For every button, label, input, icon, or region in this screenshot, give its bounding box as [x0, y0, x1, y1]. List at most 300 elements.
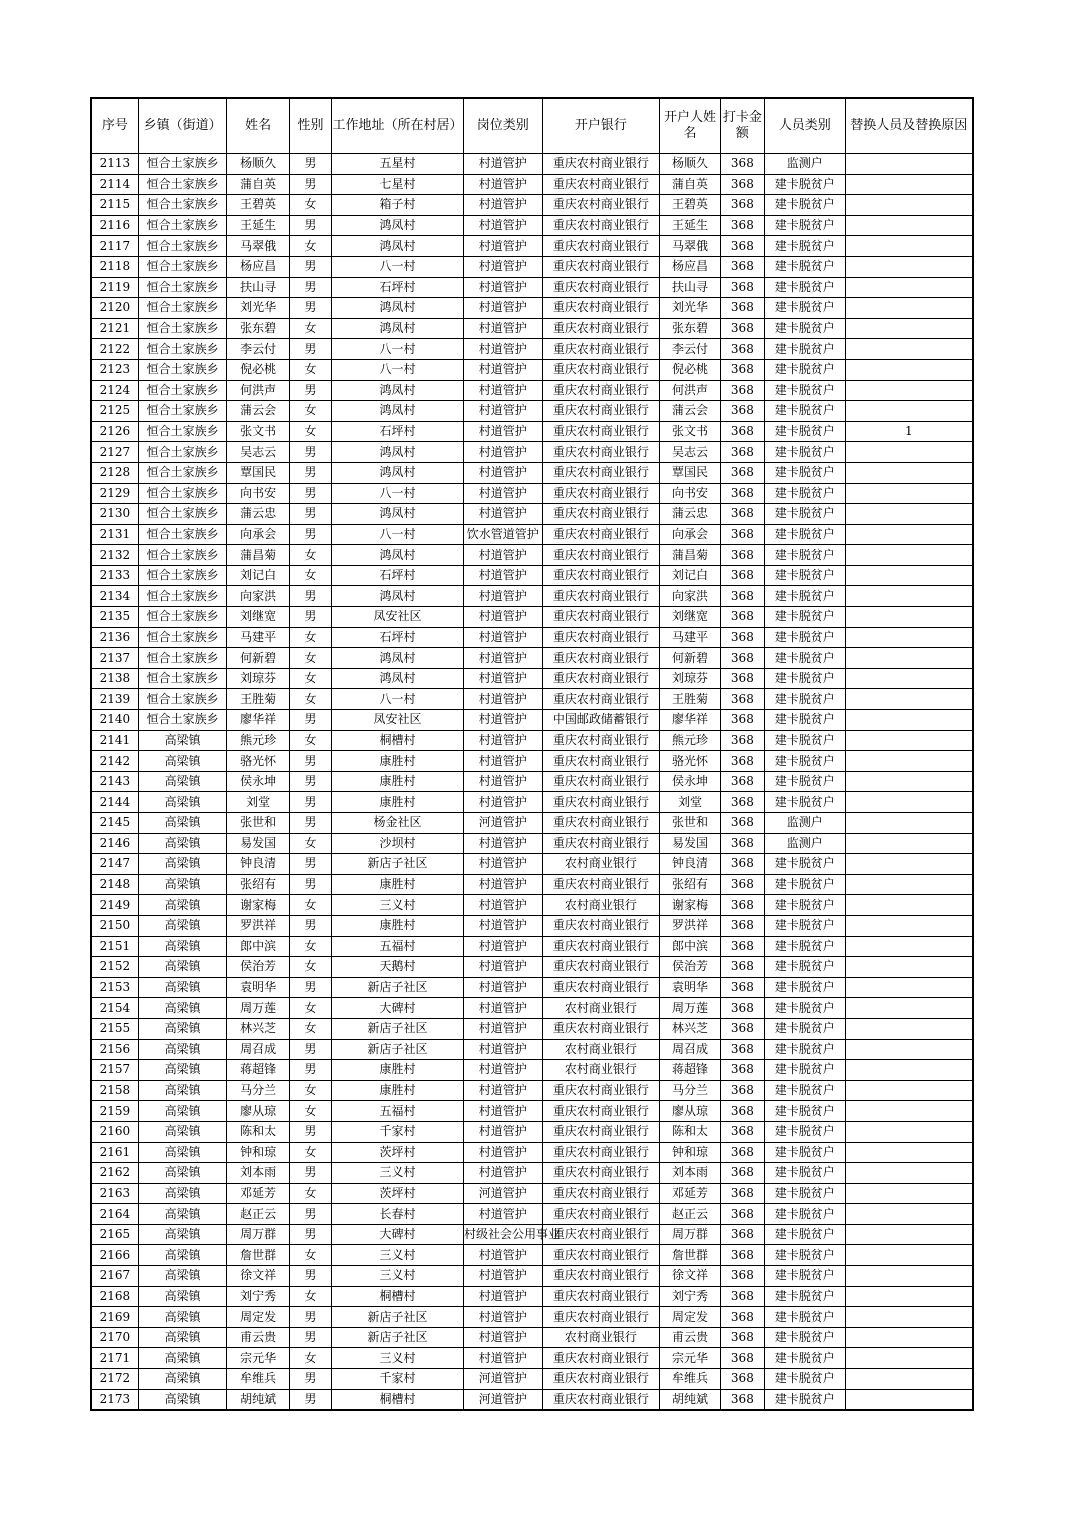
replacement-cell — [845, 813, 973, 834]
gender-cell — [289, 730, 331, 751]
name-text: 杨应昌 — [240, 259, 277, 274]
amount-cell — [720, 1224, 764, 1245]
township-text: 恒合土家族乡 — [146, 259, 219, 274]
amount-cell — [720, 1348, 764, 1369]
gender-cell — [289, 874, 331, 895]
account-holder-cell — [660, 256, 720, 277]
person-category-cell — [765, 421, 846, 442]
serial-cell — [91, 895, 138, 916]
header-post-type: 岗位类别 — [464, 98, 543, 154]
account-holder-text: 郎中滨 — [672, 938, 709, 953]
serial-cell — [91, 154, 138, 175]
serial-text: 2127 — [99, 444, 131, 459]
person-category-cell — [765, 154, 846, 175]
post-type-cell — [464, 380, 543, 401]
amount-text: 368 — [730, 794, 754, 809]
township-text: 高梁镇 — [164, 856, 201, 871]
serial-text: 2147 — [99, 856, 131, 871]
person-category-cell — [765, 504, 846, 525]
work-address-cell — [332, 154, 464, 175]
person-category-cell — [765, 401, 846, 422]
work-address-cell — [332, 1286, 464, 1307]
serial-text: 2118 — [99, 259, 131, 274]
account-holder-cell — [660, 689, 720, 710]
post-type-cell — [464, 318, 543, 339]
township-text: 恒合土家族乡 — [146, 341, 219, 356]
name-text: 钟和琼 — [240, 1144, 277, 1159]
person-category-cell — [765, 256, 846, 277]
serial-cell — [91, 648, 138, 669]
township-text: 恒合土家族乡 — [146, 279, 219, 294]
work-address-text: 五星村 — [379, 156, 416, 171]
serial-cell — [91, 607, 138, 628]
township-cell — [138, 565, 227, 586]
amount-text: 368 — [730, 938, 754, 953]
name-cell — [227, 524, 289, 545]
gender-cell — [289, 1369, 331, 1390]
account-holder-text: 吴志云 — [672, 444, 709, 459]
post-type-cell — [464, 1266, 543, 1287]
gender-cell — [289, 627, 331, 648]
work-address-text: 桐槽村 — [379, 1288, 416, 1303]
gender-cell — [289, 1080, 331, 1101]
replacement-cell — [845, 174, 973, 195]
bank-text: 重庆农村商业银行 — [552, 1247, 649, 1262]
gender-text: 男 — [304, 918, 317, 933]
bank-cell — [542, 1245, 660, 1266]
amount-cell — [720, 1080, 764, 1101]
account-holder-cell — [660, 998, 720, 1019]
person-category-cell — [765, 524, 846, 545]
township-cell — [138, 154, 227, 175]
gender-text: 女 — [304, 1103, 317, 1118]
gender-cell — [289, 1389, 331, 1410]
account-holder-text: 侯永坤 — [672, 774, 709, 789]
person-category-text: 建卡脱贫户 — [774, 753, 835, 768]
person-category-text: 建卡脱贫户 — [774, 1350, 835, 1365]
name-cell — [227, 565, 289, 586]
gender-cell — [289, 401, 331, 422]
township-text: 高梁镇 — [164, 1000, 201, 1015]
amount-text: 368 — [730, 1062, 754, 1077]
post-type-cell — [464, 607, 543, 628]
account-holder-text: 蒲云忠 — [672, 506, 709, 521]
post-type-cell — [464, 977, 543, 998]
bank-cell — [542, 730, 660, 751]
name-text: 马分兰 — [240, 1083, 277, 1098]
post-type-cell — [464, 1348, 543, 1369]
account-holder-cell — [660, 895, 720, 916]
post-type-text: 村道管护 — [478, 300, 527, 315]
township-text: 高梁镇 — [164, 1309, 201, 1324]
table-row — [91, 236, 973, 257]
work-address-text: 桐槽村 — [379, 732, 416, 747]
name-cell — [227, 895, 289, 916]
township-cell — [138, 195, 227, 216]
post-type-text: 村道管护 — [478, 176, 527, 191]
gender-text: 女 — [304, 691, 317, 706]
amount-cell — [720, 1183, 764, 1204]
township-text: 高梁镇 — [164, 835, 201, 850]
township-cell — [138, 174, 227, 195]
gender-text: 男 — [304, 1309, 317, 1324]
person-category-cell — [765, 689, 846, 710]
post-type-cell — [464, 421, 543, 442]
gender-text: 男 — [304, 1391, 317, 1406]
amount-cell — [720, 1266, 764, 1287]
name-text: 覃国民 — [240, 465, 277, 480]
person-category-cell — [765, 813, 846, 834]
amount-cell — [720, 339, 764, 360]
amount-text: 368 — [730, 1144, 754, 1159]
township-cell — [138, 1224, 227, 1245]
person-category-text: 建卡脱贫户 — [774, 259, 835, 274]
gender-text: 女 — [304, 1247, 317, 1262]
post-type-text: 村道管护 — [478, 918, 527, 933]
work-address-cell — [332, 174, 464, 195]
work-address-text: 康胜村 — [379, 1062, 416, 1077]
name-cell — [227, 442, 289, 463]
amount-cell — [720, 462, 764, 483]
name-cell — [227, 833, 289, 854]
table-row — [91, 710, 973, 731]
work-address-cell — [332, 957, 464, 978]
serial-text: 2162 — [99, 1165, 131, 1180]
account-holder-cell — [660, 1080, 720, 1101]
name-text: 向承会 — [240, 526, 277, 541]
township-text: 恒合土家族乡 — [146, 300, 219, 315]
table-row — [91, 977, 973, 998]
account-holder-text: 刘琼芬 — [672, 671, 709, 686]
post-type-cell — [464, 1369, 543, 1390]
bank-text: 重庆农村商业银行 — [552, 650, 649, 665]
account-holder-text: 罗洪祥 — [672, 918, 709, 933]
work-address-cell — [332, 524, 464, 545]
table-row — [91, 215, 973, 236]
work-address-cell — [332, 586, 464, 607]
serial-cell — [91, 504, 138, 525]
gender-text: 女 — [304, 959, 317, 974]
township-cell — [138, 710, 227, 731]
post-type-cell — [464, 957, 543, 978]
post-type-cell — [464, 504, 543, 525]
work-address-cell — [332, 1101, 464, 1122]
person-category-text: 建卡脱贫户 — [774, 218, 835, 233]
person-category-text: 建卡脱贫户 — [774, 506, 835, 521]
account-holder-cell — [660, 565, 720, 586]
work-address-cell — [332, 627, 464, 648]
post-type-cell — [464, 998, 543, 1019]
post-type-text: 村道管护 — [478, 794, 527, 809]
post-type-text: 村道管护 — [478, 218, 527, 233]
name-cell — [227, 1369, 289, 1390]
work-address-text: 新店子社区 — [367, 1330, 428, 1345]
account-holder-cell — [660, 1121, 720, 1142]
account-holder-text: 周万莲 — [672, 1000, 709, 1015]
name-text: 宗元华 — [240, 1350, 277, 1365]
replacement-cell — [845, 277, 973, 298]
account-holder-text: 易发国 — [672, 835, 709, 850]
township-text: 恒合土家族乡 — [146, 238, 219, 253]
bank-text: 农村商业银行 — [564, 1041, 637, 1056]
amount-cell — [720, 1389, 764, 1410]
serial-text: 2135 — [99, 609, 131, 624]
account-holder-text: 蒲云会 — [672, 403, 709, 418]
amount-text: 368 — [730, 835, 754, 850]
gender-cell — [289, 1348, 331, 1369]
bank-text: 重庆农村商业银行 — [552, 259, 649, 274]
township-text: 高梁镇 — [164, 753, 201, 768]
person-category-cell — [765, 1183, 846, 1204]
amount-text: 368 — [730, 1309, 754, 1324]
name-text: 蒲云会 — [240, 403, 277, 418]
township-cell — [138, 1389, 227, 1410]
account-holder-text: 谢家梅 — [672, 897, 709, 912]
account-holder-cell — [660, 874, 720, 895]
township-cell — [138, 1163, 227, 1184]
work-address-text: 鸿凤村 — [379, 444, 416, 459]
work-address-cell — [332, 710, 464, 731]
serial-cell — [91, 1224, 138, 1245]
serial-cell — [91, 1163, 138, 1184]
township-text: 恒合土家族乡 — [146, 424, 219, 439]
amount-cell — [720, 710, 764, 731]
person-category-cell — [765, 998, 846, 1019]
serial-text: 2134 — [99, 588, 131, 603]
post-type-text: 村道管护 — [478, 650, 527, 665]
person-category-cell — [765, 915, 846, 936]
table-row — [91, 627, 973, 648]
post-type-cell — [464, 854, 543, 875]
amount-cell — [720, 1245, 764, 1266]
gender-text: 男 — [304, 609, 317, 624]
amount-text: 368 — [730, 650, 754, 665]
gender-cell — [289, 154, 331, 175]
serial-text: 2154 — [99, 1000, 131, 1015]
work-address-text: 鸿凤村 — [379, 321, 416, 336]
serial-text: 2146 — [99, 835, 131, 850]
person-category-text: 建卡脱贫户 — [774, 897, 835, 912]
post-type-cell — [464, 1121, 543, 1142]
gender-text: 男 — [304, 259, 317, 274]
post-type-text: 村道管护 — [478, 1330, 527, 1345]
bank-text: 重庆农村商业银行 — [552, 176, 649, 191]
bank-cell — [542, 751, 660, 772]
post-type-text: 村道管护 — [478, 1206, 527, 1221]
serial-cell — [91, 915, 138, 936]
gender-text: 女 — [304, 403, 317, 418]
name-text: 吴志云 — [240, 444, 277, 459]
work-address-text: 新店子社区 — [367, 856, 428, 871]
person-category-cell — [765, 627, 846, 648]
table-row — [91, 915, 973, 936]
serial-text: 2163 — [99, 1185, 131, 1200]
gender-cell — [289, 1307, 331, 1328]
work-address-cell — [332, 689, 464, 710]
serial-cell — [91, 1204, 138, 1225]
amount-cell — [720, 730, 764, 751]
work-address-text: 长春村 — [379, 1206, 416, 1221]
amount-text: 368 — [730, 382, 754, 397]
replacement-cell — [845, 710, 973, 731]
replacement-cell — [845, 236, 973, 257]
township-text: 高梁镇 — [164, 959, 201, 974]
bank-text: 重庆农村商业银行 — [552, 918, 649, 933]
serial-cell — [91, 854, 138, 875]
work-address-text: 康胜村 — [379, 1083, 416, 1098]
work-address-cell — [332, 895, 464, 916]
work-address-cell — [332, 545, 464, 566]
post-type-text: 村道管护 — [478, 547, 527, 562]
amount-cell — [720, 668, 764, 689]
name-cell — [227, 792, 289, 813]
account-holder-cell — [660, 236, 720, 257]
amount-cell — [720, 524, 764, 545]
name-text: 王胜菊 — [240, 691, 277, 706]
replacement-cell — [845, 648, 973, 669]
bank-cell — [542, 915, 660, 936]
replacement-cell — [845, 1204, 973, 1225]
replacement-cell — [845, 1018, 973, 1039]
person-category-cell — [765, 1327, 846, 1348]
bank-text: 重庆农村商业银行 — [552, 300, 649, 315]
bank-text: 重庆农村商业银行 — [552, 1227, 649, 1242]
work-address-cell — [332, 401, 464, 422]
gender-cell — [289, 689, 331, 710]
post-type-cell — [464, 1204, 543, 1225]
gender-text: 男 — [304, 465, 317, 480]
post-type-text: 村道管护 — [478, 609, 527, 624]
account-holder-cell — [660, 1286, 720, 1307]
person-category-cell — [765, 1163, 846, 1184]
name-cell — [227, 627, 289, 648]
township-cell — [138, 359, 227, 380]
township-cell — [138, 648, 227, 669]
gender-cell — [289, 957, 331, 978]
name-text: 周召成 — [240, 1041, 277, 1056]
person-category-cell — [765, 854, 846, 875]
work-address-cell — [332, 998, 464, 1019]
name-text: 郎中滨 — [240, 938, 277, 953]
amount-cell — [720, 792, 764, 813]
name-text: 徐文祥 — [240, 1268, 277, 1283]
amount-cell — [720, 442, 764, 463]
person-category-text: 建卡脱贫户 — [774, 1103, 835, 1118]
work-address-cell — [332, 1245, 464, 1266]
post-type-text: 村道管护 — [478, 980, 527, 995]
amount-text: 368 — [730, 197, 754, 212]
bank-text: 重庆农村商业银行 — [552, 341, 649, 356]
account-holder-cell — [660, 771, 720, 792]
serial-cell — [91, 710, 138, 731]
amount-text: 368 — [730, 218, 754, 233]
name-cell — [227, 751, 289, 772]
gender-text: 男 — [304, 1124, 317, 1139]
name-text: 林兴芝 — [240, 1021, 277, 1036]
township-text: 高梁镇 — [164, 1330, 201, 1345]
account-holder-cell — [660, 648, 720, 669]
account-holder-text: 刘光华 — [672, 300, 709, 315]
table-row — [91, 895, 973, 916]
work-address-text: 新店子社区 — [367, 1041, 428, 1056]
township-text: 高梁镇 — [164, 938, 201, 953]
name-cell — [227, 710, 289, 731]
work-address-text: 五福村 — [379, 1103, 416, 1118]
township-text: 高梁镇 — [164, 1062, 201, 1077]
person-category-text: 建卡脱贫户 — [774, 1124, 835, 1139]
account-holder-cell — [660, 1224, 720, 1245]
bank-cell — [542, 1101, 660, 1122]
serial-cell — [91, 1266, 138, 1287]
township-text: 恒合土家族乡 — [146, 650, 219, 665]
gender-cell — [289, 936, 331, 957]
township-text: 恒合土家族乡 — [146, 444, 219, 459]
serial-cell — [91, 318, 138, 339]
name-text: 王延生 — [240, 218, 277, 233]
table-row — [91, 1183, 973, 1204]
person-category-cell — [765, 792, 846, 813]
name-cell — [227, 936, 289, 957]
serial-text: 2171 — [99, 1350, 131, 1365]
person-category-text: 建卡脱贫户 — [774, 794, 835, 809]
serial-text: 2144 — [99, 794, 131, 809]
work-address-cell — [332, 936, 464, 957]
amount-cell — [720, 1060, 764, 1081]
gender-text: 女 — [304, 1021, 317, 1036]
person-category-text: 建卡脱贫户 — [774, 1041, 835, 1056]
township-cell — [138, 1142, 227, 1163]
bank-cell — [542, 771, 660, 792]
bank-cell — [542, 504, 660, 525]
amount-text: 368 — [730, 856, 754, 871]
gender-text: 女 — [304, 938, 317, 953]
amount-cell — [720, 998, 764, 1019]
table-row — [91, 874, 973, 895]
amount-cell — [720, 236, 764, 257]
header-replacement: 替换人员及替换原因 — [845, 98, 973, 154]
serial-text: 2138 — [99, 671, 131, 686]
post-type-text: 村道管护 — [478, 1021, 527, 1036]
replacement-cell — [845, 1142, 973, 1163]
gender-text: 女 — [304, 1288, 317, 1303]
township-text: 恒合土家族乡 — [146, 485, 219, 500]
post-type-cell — [464, 1245, 543, 1266]
gender-cell — [289, 668, 331, 689]
amount-cell — [720, 1307, 764, 1328]
work-address-text: 茨坪村 — [379, 1185, 416, 1200]
amount-text: 368 — [730, 629, 754, 644]
gender-text: 女 — [304, 732, 317, 747]
name-cell — [227, 689, 289, 710]
name-cell — [227, 648, 289, 669]
replacement-cell — [845, 462, 973, 483]
bank-cell — [542, 1348, 660, 1369]
work-address-text: 鸿凤村 — [379, 403, 416, 418]
bank-cell — [542, 689, 660, 710]
serial-text: 2128 — [99, 465, 131, 480]
name-cell — [227, 215, 289, 236]
account-holder-text: 钟和琼 — [672, 1144, 709, 1159]
amount-text: 368 — [730, 1103, 754, 1118]
township-text: 高梁镇 — [164, 1288, 201, 1303]
post-type-cell — [464, 1389, 543, 1410]
name-text: 蒲云忠 — [240, 506, 277, 521]
serial-cell — [91, 751, 138, 772]
serial-text: 2119 — [99, 279, 131, 294]
name-text: 侯永坤 — [240, 774, 277, 789]
replacement-cell — [845, 792, 973, 813]
gender-cell — [289, 504, 331, 525]
